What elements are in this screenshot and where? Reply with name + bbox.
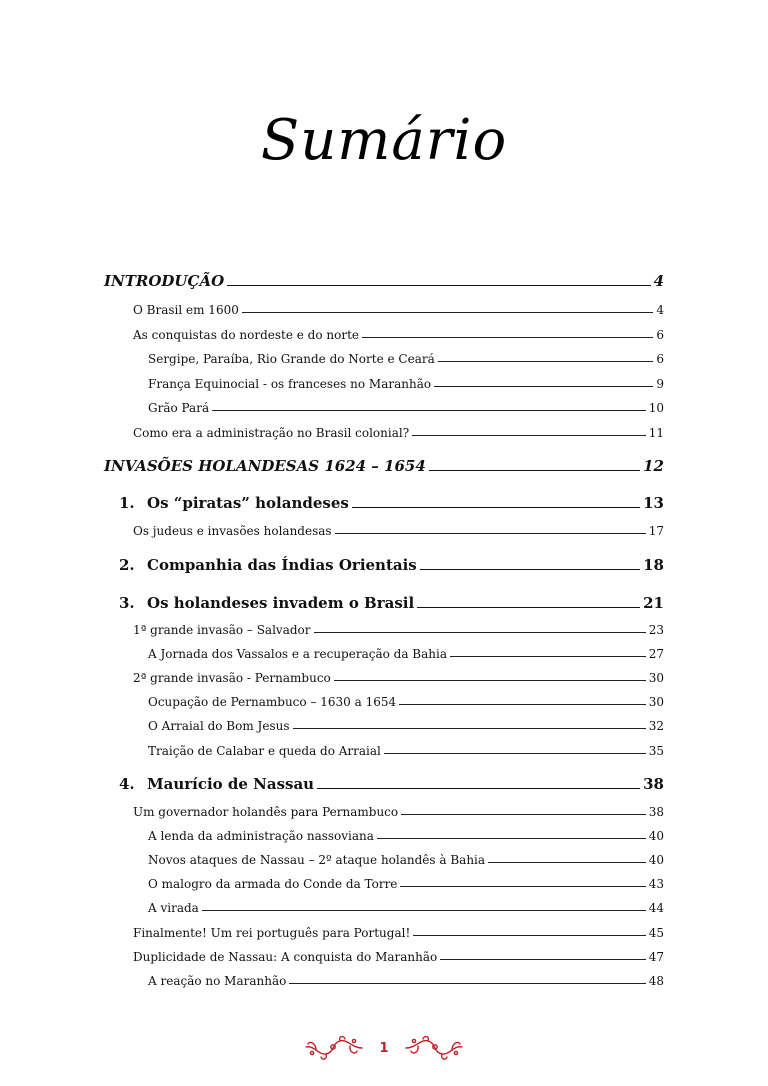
toc-entry-label: Finalmente! Um rei português para Portugal! bbox=[133, 926, 411, 940]
toc-section-invasoes[interactable] bbox=[104, 457, 664, 475]
toc-entry[interactable] bbox=[148, 719, 664, 733]
toc-entry-label: O Brasil em 1600 bbox=[133, 303, 239, 317]
toc-entry-label: A reação no Maranhão bbox=[148, 974, 287, 988]
toc-page-number: 6 bbox=[656, 352, 664, 366]
dot-leader bbox=[429, 469, 640, 471]
page-number: 1 bbox=[379, 1041, 389, 1056]
dot-leader bbox=[317, 787, 640, 789]
toc-entry-label: Um governador holandês para Pernambuco bbox=[133, 805, 399, 819]
dot-leader bbox=[488, 861, 646, 863]
chapter-title: Maurício de Nassau bbox=[147, 775, 315, 793]
toc-entry-label: Duplicidade de Nassau: A conquista do Maranhão bbox=[133, 950, 438, 964]
toc-entry-label: Os judeus e invasões holandesas bbox=[133, 524, 332, 538]
toc-entry-label: Grão Pará bbox=[148, 401, 210, 415]
toc-section-introducao[interactable] bbox=[104, 272, 664, 290]
toc-entry-label: Como era a administração no Brasil colonial? bbox=[133, 426, 410, 440]
toc-entry-label: 2ª grande invasão - Pernambuco bbox=[133, 671, 331, 685]
toc-page-number: 32 bbox=[648, 719, 664, 733]
toc-page-number: 40 bbox=[648, 853, 664, 867]
toc-page-number: 40 bbox=[648, 829, 664, 843]
toc-page-number: 12 bbox=[643, 457, 664, 475]
toc-page-number: 38 bbox=[643, 775, 664, 793]
dot-leader bbox=[400, 885, 645, 887]
toc-entry[interactable] bbox=[133, 805, 664, 819]
dot-leader bbox=[242, 311, 654, 313]
dot-leader bbox=[212, 409, 646, 411]
chapter-number: 4. bbox=[119, 775, 135, 793]
dot-leader bbox=[420, 568, 640, 570]
toc-entry-label: O malogro da armada do Conde da Torre bbox=[148, 877, 398, 891]
toc-entry[interactable] bbox=[148, 647, 664, 661]
dot-leader bbox=[401, 813, 646, 815]
toc-entry[interactable] bbox=[148, 695, 664, 709]
toc-entry[interactable] bbox=[133, 303, 664, 317]
toc-page-number: 30 bbox=[648, 671, 664, 685]
toc-page-number: 47 bbox=[648, 950, 664, 964]
dot-leader bbox=[440, 958, 645, 960]
dot-leader bbox=[335, 532, 646, 534]
dot-leader bbox=[352, 506, 640, 508]
toc-chapter[interactable] bbox=[119, 594, 664, 612]
toc-page-number: 6 bbox=[656, 328, 664, 342]
toc-page-number: 48 bbox=[648, 974, 664, 988]
toc-page-number: 21 bbox=[643, 594, 664, 612]
toc-entry-label bbox=[119, 556, 417, 574]
dot-leader bbox=[434, 385, 653, 387]
toc-entry[interactable] bbox=[148, 352, 664, 366]
toc-entry-label bbox=[119, 775, 314, 793]
toc-entry-label: Ocupação de Pernambuco – 1630 a 1654 bbox=[148, 695, 397, 709]
left-ornament-icon bbox=[302, 1033, 364, 1063]
toc-page-number: 27 bbox=[648, 647, 664, 661]
chapter-number: 1. bbox=[119, 494, 135, 512]
toc-entry[interactable] bbox=[148, 744, 664, 758]
toc-page-number: 4 bbox=[653, 272, 664, 290]
toc-entry[interactable] bbox=[148, 829, 664, 843]
toc-page-number: 13 bbox=[643, 494, 664, 512]
toc-entry-label: As conquistas do nordeste e do norte bbox=[133, 328, 360, 342]
toc-entry-label: Traição de Calabar e queda do Arraial bbox=[148, 744, 381, 758]
chapter-title: Os holandeses invadem o Brasil bbox=[147, 594, 415, 612]
dot-leader bbox=[293, 727, 646, 729]
dot-leader bbox=[202, 909, 646, 911]
toc-page-number: 43 bbox=[648, 877, 664, 891]
toc-entry[interactable] bbox=[133, 623, 664, 637]
dot-leader bbox=[362, 336, 653, 338]
toc-entry-label bbox=[119, 494, 349, 512]
toc-entry[interactable] bbox=[148, 877, 664, 891]
chapter-title: Companhia das Índias Orientais bbox=[147, 556, 417, 574]
dot-leader bbox=[227, 284, 650, 286]
chapter-number: 3. bbox=[119, 594, 135, 612]
toc-entry[interactable] bbox=[148, 401, 664, 415]
toc-page-number: 18 bbox=[643, 556, 664, 574]
toc-entry[interactable] bbox=[133, 328, 664, 342]
dot-leader bbox=[399, 703, 646, 705]
toc-entry-label: 1ª grande invasão – Salvador bbox=[133, 623, 311, 637]
toc-entry[interactable] bbox=[148, 853, 664, 867]
toc-chapter[interactable] bbox=[119, 775, 664, 793]
dot-leader bbox=[450, 655, 646, 657]
dot-leader bbox=[314, 631, 646, 633]
toc-entry-label: INTRODUÇÃO bbox=[104, 272, 225, 290]
toc-entry-label: A lenda da administração nassoviana bbox=[148, 829, 374, 843]
toc-chapter[interactable] bbox=[119, 494, 664, 512]
toc-entry[interactable] bbox=[133, 426, 664, 440]
toc-page-number: 4 bbox=[656, 303, 664, 317]
toc-entry-label: A Jornada dos Vassalos e a recuperação da Bahia bbox=[148, 647, 447, 661]
toc-entry-label: A virada bbox=[148, 901, 199, 915]
toc-entry[interactable] bbox=[133, 926, 664, 940]
toc-page-number: 45 bbox=[648, 926, 664, 940]
toc-page-number: 38 bbox=[648, 805, 664, 819]
toc-page-number: 35 bbox=[648, 744, 664, 758]
chapter-number: 2. bbox=[119, 556, 135, 574]
toc-entry-label: Novos ataques de Nassau – 2º ataque holandês à Bahia bbox=[148, 853, 486, 867]
toc-entry[interactable] bbox=[148, 974, 664, 988]
toc-page-number: 9 bbox=[656, 377, 664, 391]
toc-entry-label: INVASÕES HOLANDESAS 1624 – 1654 bbox=[104, 457, 426, 475]
toc-page-number: 23 bbox=[648, 623, 664, 637]
toc-page-number: 17 bbox=[648, 524, 664, 538]
dot-leader bbox=[438, 360, 654, 362]
toc-page-number: 10 bbox=[648, 401, 664, 415]
page-title: Sumário bbox=[260, 108, 508, 173]
dot-leader bbox=[417, 606, 640, 608]
dot-leader bbox=[377, 837, 646, 839]
toc-entry[interactable] bbox=[133, 950, 664, 964]
toc-page-number: 11 bbox=[648, 426, 664, 440]
toc-entry-label: França Equinocial - os franceses no Maranhão bbox=[148, 377, 432, 391]
dot-leader bbox=[289, 982, 645, 984]
dot-leader bbox=[334, 679, 646, 681]
toc-entry[interactable] bbox=[148, 377, 664, 391]
toc-entry[interactable] bbox=[148, 901, 664, 915]
chapter-title: Os “piratas” holandeses bbox=[147, 494, 349, 512]
dot-leader bbox=[413, 934, 645, 936]
dot-leader bbox=[384, 752, 646, 754]
toc-page-number: 44 bbox=[648, 901, 664, 915]
dot-leader bbox=[412, 434, 646, 436]
toc-entry-label bbox=[119, 594, 414, 612]
toc-entry-label: Sergipe, Paraíba, Rio Grande do Norte e Ceará bbox=[148, 352, 435, 366]
toc-entry[interactable] bbox=[133, 524, 664, 538]
toc-page-number: 30 bbox=[648, 695, 664, 709]
toc-entry[interactable] bbox=[133, 671, 664, 685]
toc-entry-label: O Arraial do Bom Jesus bbox=[148, 719, 290, 733]
toc-chapter[interactable] bbox=[119, 556, 664, 574]
right-ornament-icon bbox=[404, 1033, 466, 1063]
